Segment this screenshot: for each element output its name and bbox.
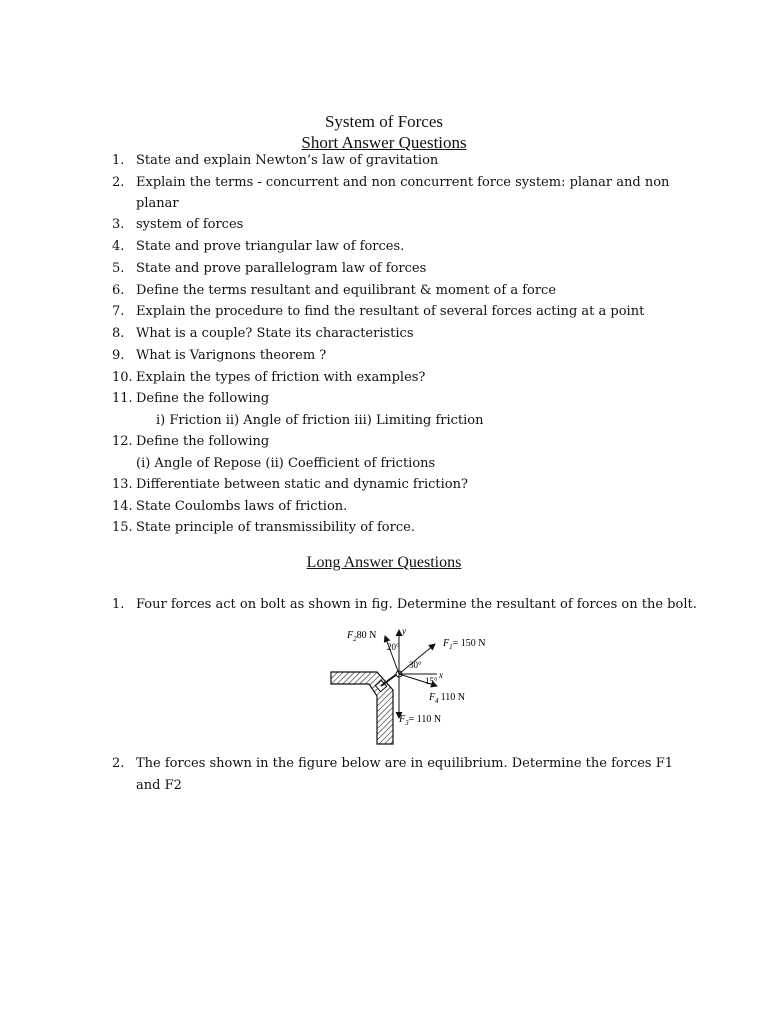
list-item-number: 5. bbox=[112, 261, 125, 276]
list-item: State and prove triangular law of forces. bbox=[136, 239, 405, 254]
list-item: State and explain Newton’s law of gravitation bbox=[136, 153, 439, 168]
list-item-continuation: (i) Angle of Repose (ii) Coefficient of frictions bbox=[136, 456, 436, 471]
y-axis-label: y bbox=[402, 626, 406, 636]
short-answer-heading: Short Answer Questions bbox=[301, 133, 467, 152]
list-item: What is Varignons theorem ? bbox=[136, 348, 327, 363]
list-item-number: 12. bbox=[112, 434, 133, 449]
list-item: Differentiate between static and dynamic friction? bbox=[136, 477, 468, 492]
list-item: State Coulombs laws of friction. bbox=[136, 499, 348, 514]
list-item: State and prove parallelogram law of forces bbox=[136, 261, 427, 276]
bolt-forces-figure bbox=[325, 622, 500, 747]
list-item-number: 2. bbox=[112, 175, 125, 190]
list-item-number: 10. bbox=[112, 370, 133, 385]
f3-label: $F_3= 110$ N bbox=[399, 714, 442, 727]
angle-20-label: 20° bbox=[387, 642, 400, 652]
list-item-number: 8. bbox=[112, 326, 125, 341]
list-item: Explain the procedure to find the resultant of several forces acting at a point bbox=[136, 304, 645, 319]
list-item-number: 2. bbox=[112, 756, 125, 771]
page-title: System of Forces bbox=[324, 112, 444, 131]
angle-30-label: 30° bbox=[409, 660, 422, 670]
list-item-number: 7. bbox=[112, 304, 125, 319]
list-item-continuation: i) Friction ii) Angle of friction iii) Limiting friction bbox=[156, 413, 484, 428]
list-item-number: 9. bbox=[112, 348, 125, 363]
list-item: Define the terms resultant and equilibrant & moment of a force bbox=[136, 283, 557, 298]
list-item: Explain the terms - concurrent and non concurrent force system: planar and non bbox=[136, 175, 670, 190]
f1-label: $F_1= 150$ N bbox=[443, 638, 486, 651]
list-item-number: 11. bbox=[112, 391, 133, 406]
list-item: Explain the types of friction with examples? bbox=[136, 370, 426, 385]
long-answer-heading: Long Answer Questions bbox=[306, 554, 462, 571]
list-item-number: 13. bbox=[112, 477, 133, 492]
list-item-number: 6. bbox=[112, 283, 125, 298]
list-item: State principle of transmissibility of force. bbox=[136, 520, 415, 535]
list-item-continuation: and F2 bbox=[136, 778, 182, 793]
list-item: The forces shown in the figure below are in equilibrium. Determine the forces F1 bbox=[136, 756, 673, 771]
list-item-number: 3. bbox=[112, 217, 125, 232]
list-item: system of forces bbox=[136, 217, 244, 232]
list-item: What is a couple? State its characteristics bbox=[136, 326, 414, 341]
f2-label: $F_280$ N bbox=[347, 630, 377, 643]
list-item-number: 1. bbox=[112, 597, 125, 612]
list-item-number: 4. bbox=[112, 239, 125, 254]
angle-15-label: 15° bbox=[425, 676, 438, 686]
list-item-continuation: planar bbox=[136, 196, 179, 211]
list-item: Define the following bbox=[136, 434, 270, 449]
list-item: Define the following bbox=[136, 391, 270, 406]
list-item-number: 1. bbox=[112, 153, 125, 168]
list-item: Four forces act on bolt as shown in fig. Determine the resultant of forces on the bolt. bbox=[136, 597, 697, 612]
list-item-number: 14. bbox=[112, 499, 133, 514]
list-item-number: 15. bbox=[112, 520, 133, 535]
x-axis-label: x bbox=[439, 670, 443, 680]
f4-label: $F_4$ 110 N bbox=[429, 692, 465, 705]
